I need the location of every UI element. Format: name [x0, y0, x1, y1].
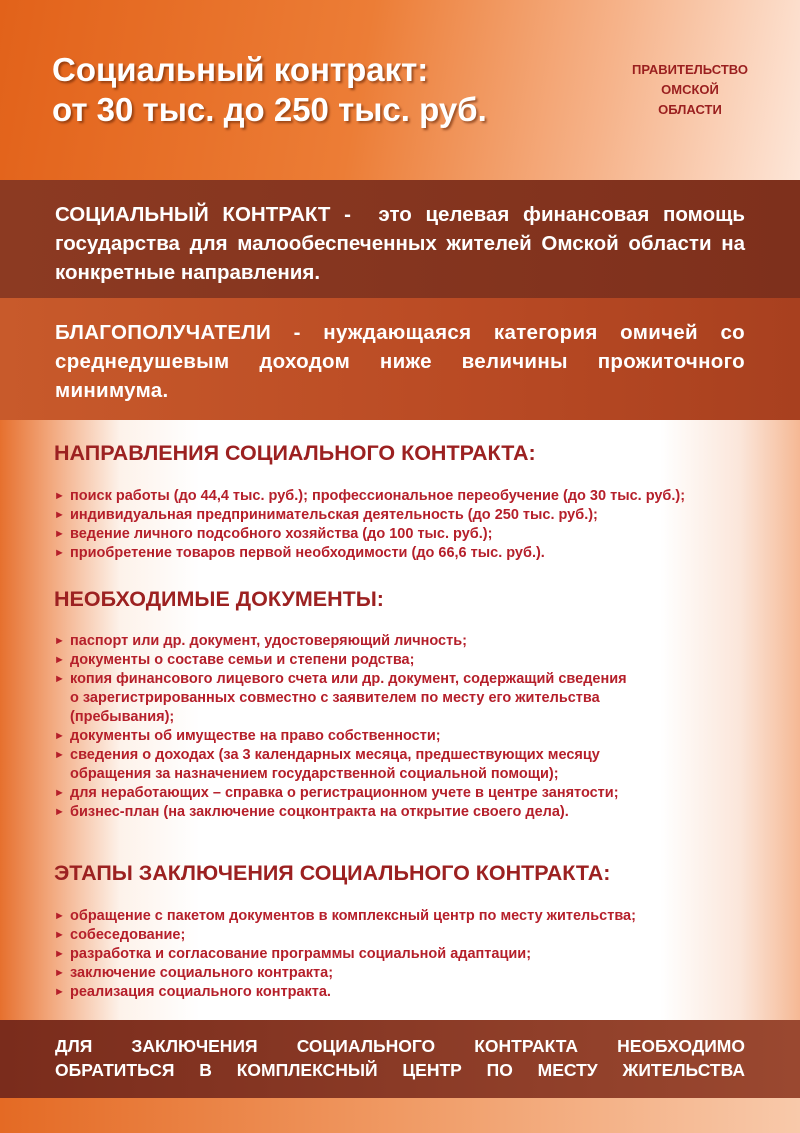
arrow-right-icon: ►: [54, 547, 65, 559]
list-item-text: (пребывания);: [70, 709, 175, 725]
list-item-text: документы об имуществе на право собственности;: [70, 728, 441, 744]
list-item-text: реализация социального контракта.: [70, 984, 331, 1000]
list-item: [52, 746, 627, 784]
list-item: [52, 487, 685, 506]
arrow-right-icon: ►: [54, 654, 65, 666]
list-item: [52, 983, 636, 1002]
arrow-right-icon: ►: [54, 730, 65, 742]
arrow-right-icon: ►: [54, 986, 65, 998]
arrow-right-icon: ►: [54, 967, 65, 979]
beneficiaries-band: [0, 298, 800, 420]
list-item-text: сведения о доходах (за 3 календарных месяца, предшествующих месяцу: [70, 747, 600, 763]
arrow-right-icon: ►: [54, 806, 65, 818]
arrow-right-icon: ►: [54, 490, 65, 502]
arrow-right-icon: ►: [54, 910, 65, 922]
list-item-text: обращения за назначением государственной социальной помощи);: [70, 766, 559, 782]
gov-line-3: ОБЛАСТИ: [658, 102, 722, 117]
beneficiaries-text: [55, 318, 745, 405]
list-item: [52, 544, 685, 563]
documents-list: [52, 632, 627, 822]
list-item-text: поиск работы (до 44,4 тыс. руб.); профессиональное переобучение (до 30 тыс. руб.);: [70, 488, 686, 504]
arrow-right-icon: ►: [54, 929, 65, 941]
gov-line-1: ПРАВИТЕЛЬСТВО: [632, 62, 748, 77]
definition-band: [0, 180, 800, 298]
arrow-right-icon: ►: [54, 673, 65, 685]
definition-text: [55, 200, 745, 287]
list-item: [52, 907, 636, 926]
list-item: [52, 803, 627, 822]
list-item: [52, 926, 636, 945]
stages-list: [52, 907, 636, 1002]
list-item-text: документы о составе семьи и степени родства;: [70, 652, 415, 668]
title-line-2: от 30 тыс. до 250 тыс. руб.: [52, 91, 487, 128]
arrow-right-icon: ►: [54, 509, 65, 521]
list-item: [52, 670, 627, 727]
title-line-1: Социальный контракт:: [52, 51, 429, 88]
arrow-right-icon: ►: [54, 948, 65, 960]
government-label: [600, 60, 780, 120]
list-item: [52, 727, 627, 746]
arrow-right-icon: ►: [54, 528, 65, 540]
cta-line-2: ОБРАТИТЬСЯ В КОМПЛЕКСНЫЙ ЦЕНТР ПО МЕСТУ ЖИТЕЛЬСТВА: [55, 1060, 745, 1080]
arrow-right-icon: ►: [54, 749, 65, 761]
list-item: [52, 784, 627, 803]
header: [0, 0, 800, 180]
list-item: [52, 651, 627, 670]
directions-title: НАПРАВЛЕНИЯ СОЦИАЛЬНОГО КОНТРАКТА:: [54, 441, 536, 465]
definition-body: это целевая финансовая помощь государства для малообеспеченных жителей Омской области на конкретные направления.: [55, 203, 745, 284]
documents-title: НЕОБХОДИМЫЕ ДОКУМЕНТЫ:: [54, 587, 384, 611]
content-area: [0, 420, 800, 1020]
list-item: [52, 506, 685, 525]
list-item: [52, 525, 685, 544]
list-item-text: индивидуальная предпринимательская деятельность (до 250 тыс. руб.);: [70, 507, 598, 523]
gov-line-2: ОМСКОЙ: [661, 82, 719, 97]
beneficiaries-body: нуждающаяся категория омичей со среднедушевым доходом ниже величины прожиточного минимума.: [55, 321, 745, 402]
list-item-text: для неработающих – справка о регистрационном учете в центре занятости;: [70, 785, 619, 801]
list-item-text: обращение с пакетом документов в комплексный центр по месту жительства;: [70, 908, 636, 924]
footer-strip: [0, 1098, 800, 1133]
list-item: [52, 964, 636, 983]
list-item-text: паспорт или др. документ, удостоверяющий личность;: [70, 633, 467, 649]
list-item-text: копия финансового лицевого счета или др. документ, содержащий сведения: [70, 671, 627, 687]
list-item: [52, 945, 636, 964]
list-item-text: о зарегистрированных совместно с заявителем по месту его жительства: [70, 690, 600, 706]
call-to-action-text: [55, 1034, 745, 1082]
call-to-action-band: [0, 1020, 800, 1098]
beneficiaries-term: БЛАГОПОЛУЧАТЕЛИ -: [55, 321, 301, 344]
arrow-right-icon: ►: [54, 787, 65, 799]
definition-term: СОЦИАЛЬНЫЙ КОНТРАКТ -: [55, 203, 351, 226]
cta-line-1: ДЛЯ ЗАКЛЮЧЕНИЯ СОЦИАЛЬНОГО КОНТРАКТА НЕОБХОДИМО: [55, 1036, 745, 1056]
list-item-text: разработка и согласование программы социальной адаптации;: [70, 946, 532, 962]
stages-title: ЭТАПЫ ЗАКЛЮЧЕНИЯ СОЦИАЛЬНОГО КОНТРАКТА:: [54, 861, 611, 885]
list-item-text: заключение социального контракта;: [70, 965, 334, 981]
list-item: [52, 632, 627, 651]
list-item-text: приобретение товаров первой необходимости (до 66,6 тыс. руб.).: [70, 545, 545, 561]
page-title: [52, 50, 487, 130]
directions-list: [52, 487, 685, 563]
list-item-text: собеседование;: [70, 927, 186, 943]
list-item-text: ведение личного подсобного хозяйства (до 100 тыс. руб.);: [70, 526, 493, 542]
list-item-text: бизнес-план (на заключение соцконтракта на открытие своего дела).: [70, 804, 569, 820]
arrow-right-icon: ►: [54, 635, 65, 647]
